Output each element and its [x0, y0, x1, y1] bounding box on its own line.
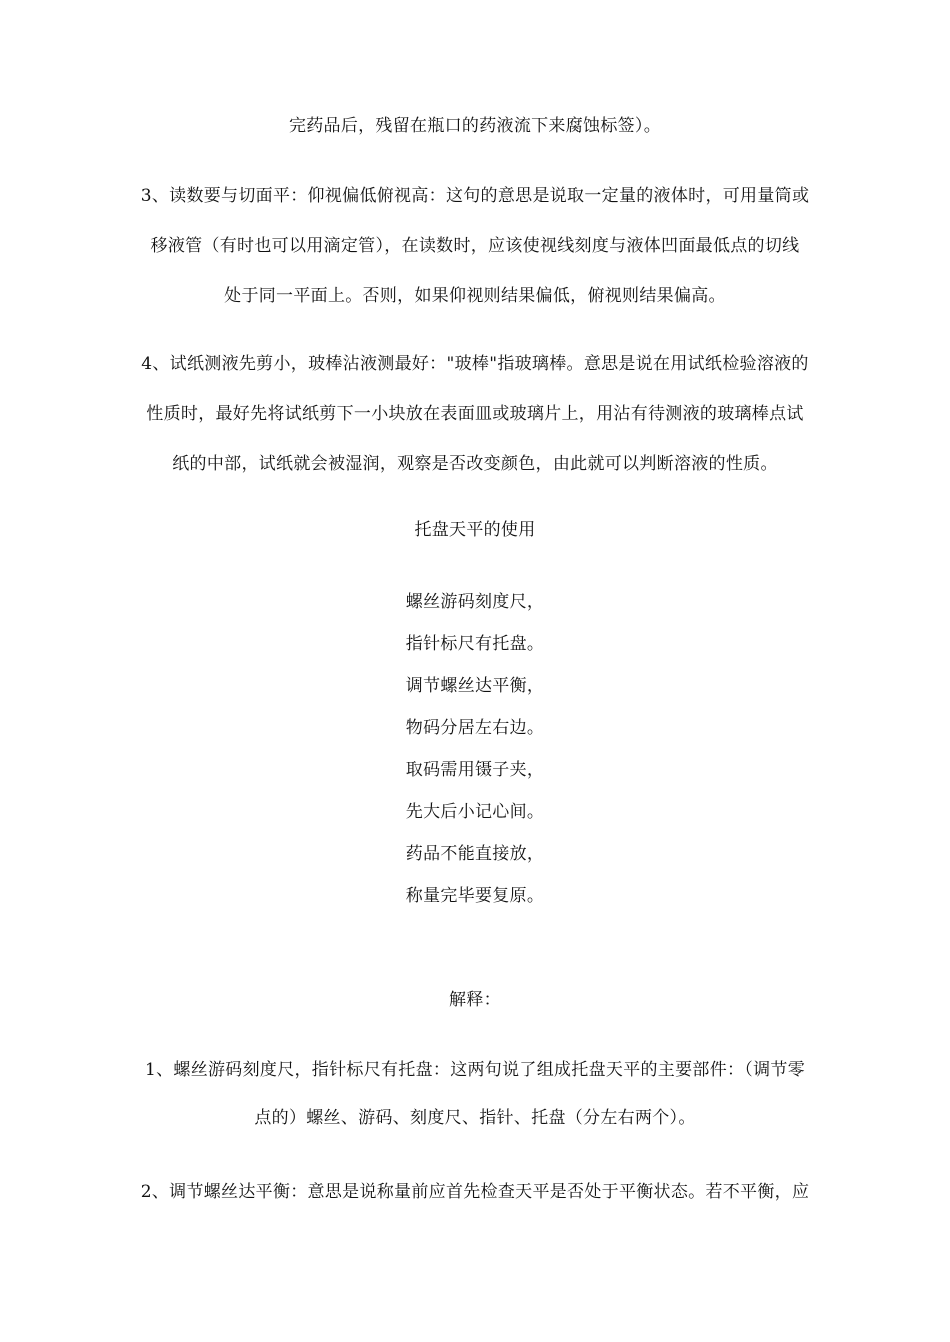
- poem-line: 先大后小记心间。: [405, 802, 545, 822]
- paragraph-line: 纸的中部，试纸就会被湿润，观察是否改变颜色，由此就可以判断溶液的性质。: [172, 454, 778, 474]
- paragraph-line: 性质时，最好先将试纸剪下一小块放在表面皿或玻璃片上，用沾有待测液的玻璃棒点试: [146, 404, 804, 424]
- paragraph-line: 4、试纸测液先剪小，玻棒沾液测最好："玻棒"指玻璃棒。意思是说在用试纸检验溶液的: [141, 354, 809, 374]
- explain-heading: 解释：: [449, 990, 501, 1010]
- paragraph-line: 2、调节螺丝达平衡：意思是说称量前应首先检查天平是否处于平衡状态。若不平衡，应: [140, 1182, 810, 1202]
- poem-line: 物码分居左右边。: [405, 718, 545, 738]
- paragraph-line: 1、螺丝游码刻度尺，指针标尺有托盘：这两句说了组成托盘天平的主要部件：（调节零: [144, 1060, 805, 1080]
- paragraph-line: 3、读数要与切面平：仰视偏低俯视高：这句的意思是说取一定量的液体时，可用量筒或: [140, 186, 810, 206]
- poem-line: 螺丝游码刻度尺，: [405, 592, 545, 612]
- poem-line: 取码需用镊子夹，: [405, 760, 545, 780]
- section-title: 托盘天平的使用: [414, 520, 536, 540]
- paragraph-line: 点的）螺丝、游码、刻度尺、指针、托盘（分左右两个）。: [254, 1108, 696, 1128]
- poem-line: 指针标尺有托盘。: [405, 634, 545, 654]
- poem-line: 药品不能直接放，: [405, 844, 545, 864]
- paragraph-line: 处于同一平面上。否则，如果仰视则结果偏低，俯视则结果偏高。: [224, 286, 726, 306]
- poem-line: 调节螺丝达平衡，: [405, 676, 545, 696]
- paragraph-line: 完药品后，残留在瓶口的药液流下来腐蚀标签）。: [288, 116, 662, 136]
- paragraph-line: 移液管（有时也可以用滴定管），在读数时，应该使视线刻度与液体凹面最低点的切线: [150, 236, 800, 256]
- poem-line: 称量完毕要复原。: [405, 886, 545, 906]
